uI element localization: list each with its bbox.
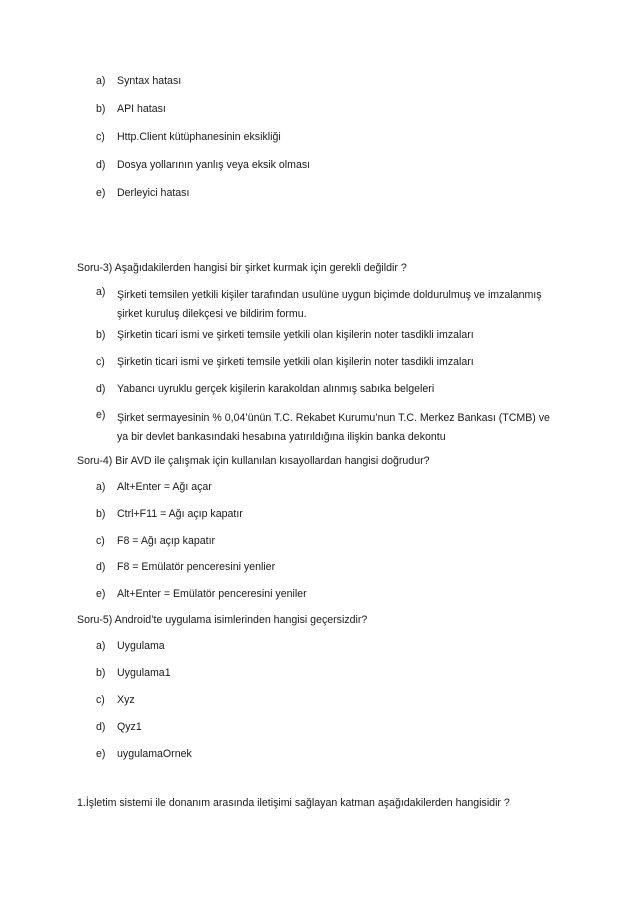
option-text: Şirketin ticari ismi ve şirketi temsile yetkili olan kişilerin noter tasdikli imzaları: [117, 356, 474, 368]
option-letter: b): [96, 329, 106, 341]
option-text: Şirket sermayesinin % 0,04’ünün T.C. Rekabet Kurumu’nun T.C. Merkez Bankası (TCMB) ve ya bir devlet bankasındaki hesabına yatırıldığına ilişkin banka dekontu: [117, 412, 550, 443]
option-text: Yabancı uyruklu gerçek kişilerin karakoldan alınmış sabıka belgeleri: [117, 383, 435, 395]
option-letter: a): [96, 286, 106, 298]
option-letter: e): [96, 187, 106, 199]
option-text: Şirketi temsilen yetkili kişiler tarafından usulüne uygun biçimde doldurulmuş ve imzalanmış şirket kuruluş dilekçesi ve bildirim formu.: [117, 289, 542, 320]
option-text: Uygulama1: [117, 667, 171, 679]
option-q4-b: [96, 508, 243, 520]
option-q5-a: [96, 640, 165, 652]
option-letter: c): [96, 535, 105, 547]
option-letter: c): [96, 694, 105, 706]
option-q3-c: [96, 356, 474, 368]
question-3: Soru-3) Aşağıdakilerden hangisi bir şirket kurmak için gerekli değildir ?: [77, 262, 407, 274]
question-5: Soru-5) Android’te uygulama isimlerinden hangisi geçersizdir?: [77, 614, 368, 626]
option-text: API hatası: [117, 103, 166, 115]
option-q5-d: [96, 721, 142, 733]
option-text: Xyz: [117, 694, 135, 706]
option-q5-e: [96, 748, 192, 760]
option-letter: d): [96, 159, 106, 171]
option-block1-c: [96, 131, 281, 143]
option-q4-c: [96, 535, 215, 547]
option-text: Ctrl+F11 = Ağı açıp kapatır: [117, 508, 243, 520]
option-letter: d): [96, 561, 106, 573]
option-text: Http.Client kütüphanesinin eksikliği: [117, 131, 281, 143]
option-text: uygulamaOrnek: [117, 748, 192, 760]
option-block1-a: [96, 75, 181, 87]
option-letter: a): [96, 75, 106, 87]
option-q3-b: [96, 329, 474, 341]
option-letter: b): [96, 508, 106, 520]
option-letter: e): [96, 409, 106, 421]
option-letter: e): [96, 588, 106, 600]
option-block1-e: [96, 187, 189, 199]
option-letter: c): [96, 131, 105, 143]
option-text: Syntax hatası: [117, 75, 182, 87]
option-letter: b): [96, 103, 106, 115]
option-q3-d: [96, 383, 434, 395]
option-letter: b): [96, 667, 106, 679]
option-block1-d: [96, 159, 310, 171]
option-text: Uygulama: [117, 640, 165, 652]
option-block1-b: [96, 103, 166, 115]
option-q5-b: [96, 667, 171, 679]
option-text: F8 = Emülatör penceresini yenlier: [117, 561, 276, 573]
option-q4-a: [96, 481, 212, 493]
option-text: Qyz1: [117, 721, 142, 733]
option-letter: d): [96, 383, 106, 395]
option-letter: e): [96, 748, 106, 760]
option-q4-d: [96, 561, 275, 573]
option-text: Alt+Enter = Emülatör penceresini yeniler: [117, 588, 307, 600]
question-6: 1.İşletim sistemi ile donanım arasında iletişimi sağlayan katman aşağıdakilerden hangisidir ?: [77, 797, 510, 809]
option-q4-e: [96, 588, 307, 600]
option-text: Alt+Enter = Ağı açar: [117, 481, 212, 493]
option-text: Dosya yollarının yanlış veya eksik olması: [117, 159, 311, 171]
option-text: Derleyici hatası: [117, 187, 190, 199]
option-text: Şirketin ticari ismi ve şirketi temsile yetkili olan kişilerin noter tasdikli imzaları: [117, 329, 474, 341]
option-letter: c): [96, 356, 105, 368]
option-q3-e: [96, 409, 566, 447]
option-letter: a): [96, 640, 106, 652]
option-letter: a): [96, 481, 106, 493]
option-q3-a: [96, 286, 566, 324]
question-4: Soru-4) Bir AVD ile çalışmak için kullanılan kısayollardan hangisi doğrudur?: [77, 455, 430, 467]
option-q5-c: [96, 694, 135, 706]
option-text: F8 = Ağı açıp kapatır: [117, 535, 216, 547]
option-letter: d): [96, 721, 106, 733]
